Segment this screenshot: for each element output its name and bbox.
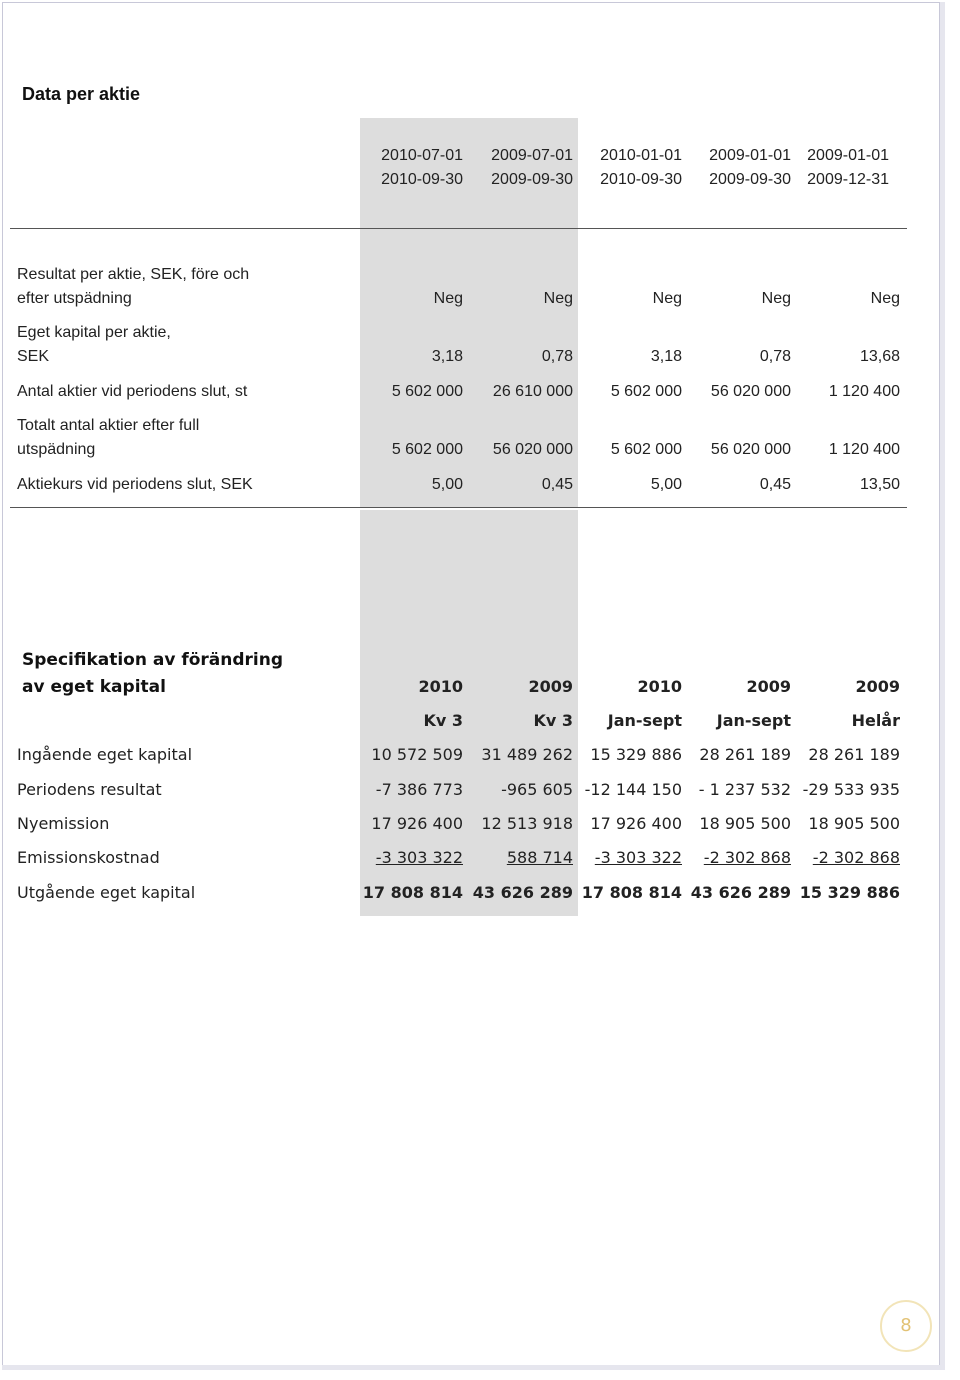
cell: 31 489 262 [481, 745, 573, 764]
cell: -7 386 773 [375, 780, 463, 799]
cell: Neg [543, 290, 573, 307]
cell: 10 572 509 [371, 745, 463, 764]
cell: 56 020 000 [710, 383, 791, 400]
col-header-2: 2009-07-01 2009-09-30 [491, 147, 573, 188]
cell: 5 602 000 [391, 383, 463, 400]
cell: 43 626 289 [472, 883, 573, 902]
period-header: Jan-sept [607, 711, 682, 730]
table-bottom-rule [10, 507, 907, 508]
cell: 56 020 000 [710, 441, 791, 458]
cell: 18 905 500 [808, 814, 900, 833]
col-header-3: 2010-01-01 2010-09-30 [600, 147, 682, 188]
cell: 18 905 500 [699, 814, 791, 833]
cell: 1 120 400 [828, 441, 900, 458]
cell: 28 261 189 [699, 745, 791, 764]
col-header-4: 2009-01-01 2009-09-30 [709, 147, 791, 188]
row-label-new-issue: Nyemission [17, 814, 110, 833]
cell: -2 302 868 [812, 848, 900, 867]
year-header: 2010 [418, 677, 463, 696]
cell: - 1 237 532 [698, 780, 791, 799]
year-header: 2010 [637, 677, 682, 696]
period-header: Kv 3 [423, 711, 463, 730]
cell: 13,50 [859, 476, 900, 493]
cell: 5 602 000 [610, 383, 682, 400]
row-label-opening-equity: Ingående eget kapital [17, 745, 193, 764]
year-header: 2009 [528, 677, 573, 696]
cell: 0,78 [759, 348, 791, 365]
cell: 17 808 814 [362, 883, 463, 902]
section-title: Data per aktie [22, 84, 141, 104]
cell: 56 020 000 [492, 441, 573, 458]
row-label-equity-per-share: Eget kapital per aktie, SEK [17, 324, 171, 365]
cell: 43 626 289 [690, 883, 791, 902]
cell: 15 329 886 [590, 745, 682, 764]
cell: -29 533 935 [802, 780, 900, 799]
cell: 588 714 [506, 848, 573, 867]
cell: 15 329 886 [799, 883, 900, 902]
row-label-issue-cost: Emissionskostnad [17, 848, 160, 867]
cell: 17 926 400 [371, 814, 463, 833]
cell: 0,45 [759, 476, 791, 493]
cell: 17 808 814 [581, 883, 682, 902]
page-shadow-bottom [2, 1365, 945, 1370]
col-header-1: 2010-07-01 2010-09-30 [381, 147, 463, 188]
row-label-shares-outstanding: Antal aktier vid periodens slut, st [17, 383, 248, 400]
cell: -3 303 322 [594, 848, 682, 867]
cell: -2 302 868 [703, 848, 791, 867]
row-label-share-price: Aktiekurs vid periodens slut, SEK [17, 476, 253, 493]
cell: 5 602 000 [610, 441, 682, 458]
cell: -3 303 322 [375, 848, 463, 867]
cell: 12 513 918 [481, 814, 573, 833]
cell: 28 261 189 [808, 745, 900, 764]
cell: 17 926 400 [590, 814, 682, 833]
cell: -965 605 [501, 780, 573, 799]
cell: 0,78 [541, 348, 573, 365]
page-shadow-right [940, 2, 945, 1366]
cell: 3,18 [650, 348, 682, 365]
year-header: 2009 [855, 677, 900, 696]
cell: Neg [761, 290, 791, 307]
cell: 1 120 400 [828, 383, 900, 400]
page-number: 8 [880, 1300, 932, 1352]
cell: 5,00 [431, 476, 463, 493]
period-header: Helår [851, 711, 900, 730]
cell: Neg [870, 290, 900, 307]
row-label-eps: Resultat per aktie, SEK, före och efter utspädning [17, 266, 250, 307]
period-header: Jan-sept [716, 711, 791, 730]
period-header: Kv 3 [533, 711, 573, 730]
year-header: 2009 [746, 677, 791, 696]
row-label-diluted-shares: Totalt antal aktier efter full utspädning [17, 417, 200, 458]
cell: 0,45 [541, 476, 573, 493]
header-rule [10, 228, 907, 229]
cell: 5 602 000 [391, 441, 463, 458]
cell: Neg [433, 290, 463, 307]
cell: 26 610 000 [492, 383, 573, 400]
cell: 13,68 [859, 348, 900, 365]
cell: 3,18 [431, 348, 463, 365]
row-label-closing-equity: Utgående eget kapital [17, 883, 196, 902]
cell: Neg [652, 290, 682, 307]
cell: -12 144 150 [584, 780, 682, 799]
cell: 5,00 [650, 476, 682, 493]
col-header-5: 2009-01-01 2009-12-31 [807, 147, 889, 188]
section-title-equity: Specifikation av förändring av eget kapital [22, 650, 284, 697]
row-label-period-result: Periodens resultat [17, 780, 162, 799]
